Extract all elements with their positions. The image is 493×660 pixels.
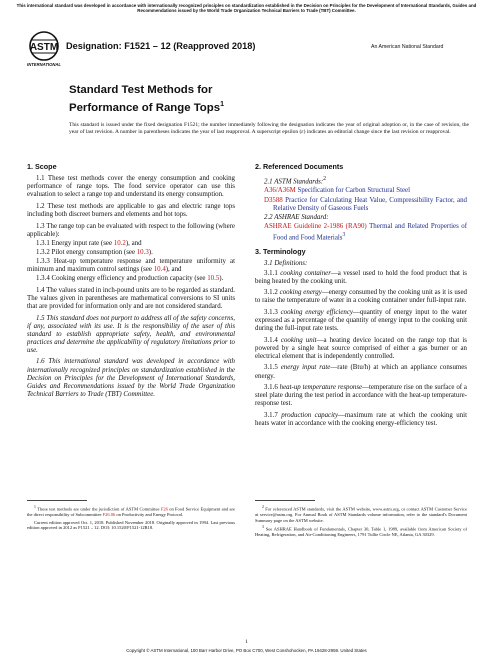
- footnote-rule: [255, 500, 315, 501]
- section-refs-heading: 2. Referenced Documents: [255, 162, 344, 171]
- para-1-5: 1.5 This standard does not purport to address all of the safety concerns, if any, associated with its use. It is the responsibility of the user of this standard to establish appropriate safety, health, and environmental practices and determine the applicability of regulatory limitations prior to use.: [27, 314, 235, 354]
- definitions-label: 3.1 Definitions:: [264, 260, 308, 268]
- copyright-footer: Copyright © ASTM International, 100 Barr Harbor Drive, PO Box C700, West Conshohocken, PA 19428-2959. United States: [126, 648, 367, 653]
- title-footnote-ref[interactable]: 1: [220, 100, 224, 108]
- footnote-2: $^2$ For referenced ASTM standards, visit the ASTM website, www.astm.org, or contact ASTM Customer Service at service@astm.org. For Annual Book of ASTM Standards volume information, refer to the standard's Document Summary page on the ASTM website.: [255, 505, 467, 523]
- designation: Designation: F1521 – 12 (Reapproved 2018): [66, 41, 256, 51]
- def-3-1-7: 3.1.7 production capacity—maximum rate at which the cooking unit heats water in accordance with the cooking energy-efficiency test.: [255, 411, 467, 428]
- footnote-block-left: [27, 500, 235, 533]
- left-column: [27, 163, 235, 402]
- page-number: 1: [245, 639, 248, 645]
- def-3-1-4: 3.1.4 cooking unit—a heating device located on the range top that is powered by a single heat source comprised of either a gas burner or an electrical element that is independently controlled.: [255, 336, 467, 360]
- item-1-3-4: 1.3.4 Cooking energy efficiency and production capacity (see 10.5).: [36, 275, 224, 283]
- trade-notice: This international standard was developed in accordance with internationally recognized principles on standardization established in the Decision on Principles for the Development of International Standards, Guides and Recommendations issued by the World Trade Organization Technical Barriers to Trade (TBT) Committee.: [16, 3, 477, 14]
- def-3-1-3: 3.1.3 cooking energy efficiency—quantity of energy input to the water expressed as a percentage of the quantity of energy input to the cooking unit during the full-input rate tests.: [255, 308, 467, 333]
- item-1-3-2: 1.3.2 Pilot energy consumption (see 10.3).: [36, 248, 153, 256]
- ref-d3588[interactable]: D3588 Practice for Calculating Heat Value, Compressibility Factor, and Relative Density of Gaseous Fuels: [264, 196, 467, 212]
- ashrae-label: 2.2 ASHRAE Standard:: [264, 213, 329, 221]
- def-3-1-6: 3.1.6 heat-up temperature response—temperature rise on the surface of a steel plate during the test period in accordance with the heat-up temperature-response test.: [255, 384, 467, 408]
- title-line-1: Standard Test Methods for: [69, 84, 213, 96]
- footnote-1: $^1$ These test methods are under the jurisdiction of ASTM Committee F26 on Food Service Equipment and are the direct responsibility of Subcommittee F26.06 on Productivity and Energy Protocol.: [27, 505, 236, 518]
- section-terminology-heading: 3. Terminology: [255, 247, 306, 257]
- footnote-rule: [27, 500, 87, 501]
- astm-standards-label: 2.1 ASTM Standards:$^2$: [264, 176, 327, 186]
- ref-link[interactable]: 10.3: [136, 248, 149, 256]
- subcommittee-link[interactable]: F26.06: [102, 512, 116, 518]
- item-1-3-3: 1.3.3 Heat-up temperature response and temperature uniformity at minimum and maximum control settings (see 10.4), and: [27, 257, 235, 274]
- ref-ashrae[interactable]: ASHRAE Guideline 2-1986 (RA90) Thermal and Related Properties of Food and Food Materials$^3$: [264, 222, 467, 242]
- issuance-note: This standard is issued under the fixed designation F1521; the number immediately following the designation indicates the year of original adoption or, in the case of revision, the year of last revision. A number in parentheses indicates the year of last reapproval. A superscript epsilon (ε) indicates an editorial change since the last revision or reapproval.: [69, 122, 469, 135]
- def-3-1-5: 3.1.5 energy input rate—rate (Btu/h) at which an appliance consumes energy.: [255, 364, 467, 380]
- para-1-3: 1.3 The range top can be evaluated with respect to the following (where applicable):: [27, 222, 235, 238]
- def-3-1-2: 3.1.2 cooking energy—energy consumed by the cooking unit as it is used to raise the temperature of water in a cooking container under full-input rate.: [255, 289, 467, 305]
- american-national-standard: An American National Standard: [371, 44, 444, 50]
- para-1-6: 1.6 This international standard was developed in accordance with internationally recognized principles on standardization established in the Decision on Principles for the Development of International Standards, Guides and Recommendations issued by the World Trade Organization Technical Barriers to Trade (TBT) Committee.: [27, 358, 235, 398]
- item-1-3-1: 1.3.1 Energy input rate (see 10.2), and: [36, 239, 142, 247]
- ref-a36[interactable]: A36/A36M Specification for Carbon Structural Steel: [264, 187, 411, 195]
- ref-link[interactable]: 10.5: [207, 275, 220, 283]
- astm-logo: [27, 30, 61, 70]
- para-1-4: 1.4 The values stated in inch-pound units are to be regarded as standard. The values given in parentheses are mathematical conversions to SI units that are provided for information only and are not considered standard.: [27, 286, 235, 310]
- footnote-1-edition: Current edition approved Oct. 1, 2018. Published November 2018. Originally approved in 1994. Last previous edition approved in 2012 as F1521 – 12. DOI: 10.1520/F1521-12R18.: [27, 519, 235, 531]
- title-line-2: Performance of Range Tops: [69, 101, 221, 114]
- section-scope-heading: 1. Scope: [27, 162, 57, 171]
- footnote-block-right: [255, 500, 467, 540]
- ref-link[interactable]: 10.4: [153, 266, 166, 274]
- logo-text: INTERNATIONAL: [27, 62, 61, 67]
- svg-text:ASTM: ASTM: [29, 42, 59, 53]
- page-title: [69, 84, 224, 115]
- para-1-2: 1.2 These test methods are applicable to gas and electric range tops including both discreet burners and elements and hot tops.: [27, 202, 235, 218]
- footnote-3: $^3$ See ASHRAE Handbook of Fundamentals, Chapter 30, Table 1, 1989, available from American Society of Heating, Refrigeration, and Air-Conditioning Engineers, 1791 Tullie Circle NE, Atlanta, GA 30329.: [255, 525, 468, 538]
- ref-link[interactable]: 10.2: [113, 239, 126, 247]
- right-column: [255, 163, 467, 432]
- para-1-1: 1.1 These test methods cover the energy consumption and cooking performance of range tops. The food service operator can use this evaluation to select a range top and understand its energy consumption.: [27, 175, 235, 199]
- committee-link[interactable]: F26: [160, 506, 168, 512]
- def-3-1-1: 3.1.1 cooking container—a vessel used to hold the food product that is being heated by the cooking unit.: [255, 269, 467, 285]
